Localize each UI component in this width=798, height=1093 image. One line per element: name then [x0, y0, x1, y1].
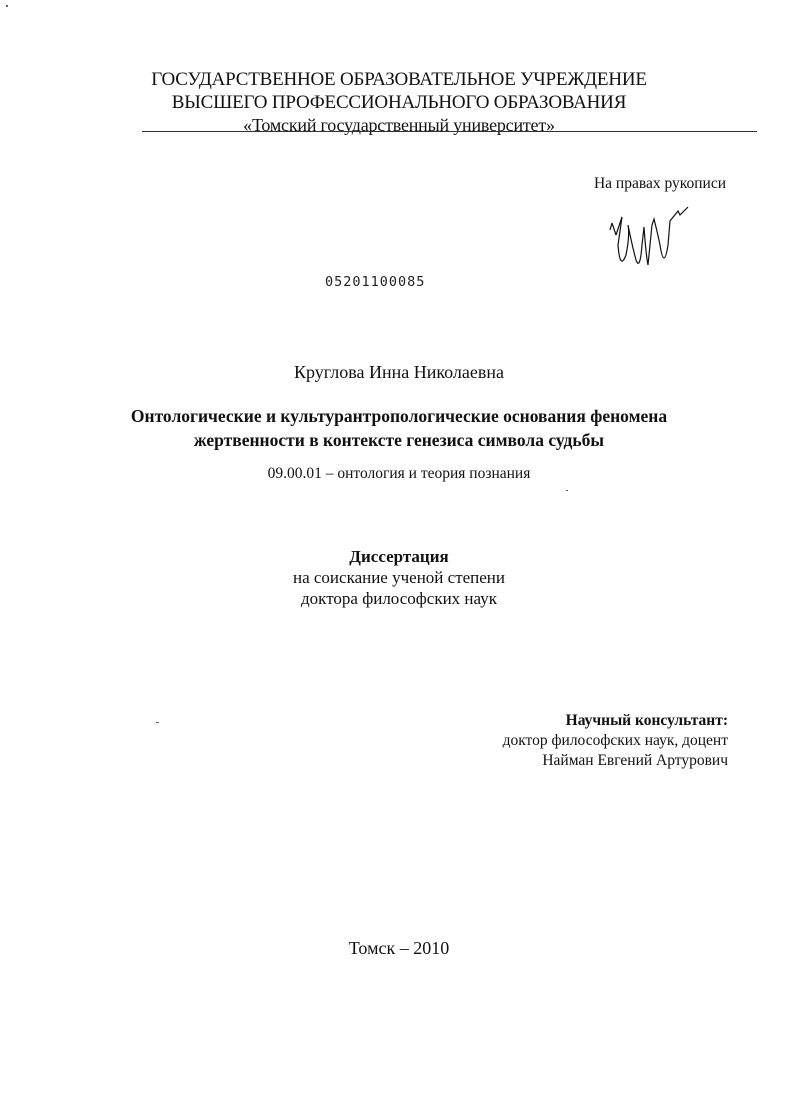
specialty-code: 09.00.01 – онтология и теория познания [267, 465, 531, 482]
consultant-degree: доктор философских наук, доцент [502, 732, 728, 749]
scan-artifact [566, 490, 568, 491]
header-line-2: ВЫСШЕГО ПРОФЕССИОНАЛЬНОГО ОБРАЗОВАНИЯ [171, 92, 627, 113]
consultant-name: Найман Евгений Артурович [542, 752, 728, 769]
institution-header [0, 68, 798, 137]
signature-icon [608, 205, 708, 275]
registration-number: 05201100085 [325, 274, 426, 290]
title-line-1: Онтологические и культурантропологические основания феномена [130, 406, 668, 426]
header-line-1: ГОСУДАРСТВЕННОЕ ОБРАЗОВАТЕЛЬНОЕ УЧРЕЖДЕНИЕ [151, 69, 647, 90]
author-name: Круглова Инна Николаевна [293, 362, 505, 382]
scan-artifact [6, 5, 8, 7]
dissertation-title [0, 404, 798, 452]
dissertation-block [0, 547, 798, 609]
degree-line-1: на соискание ученой степени [292, 568, 506, 587]
title-line-2: жертвенности в контексте генезиса символа судьбы [193, 430, 605, 450]
dissertation-type: Диссертация [349, 547, 449, 566]
degree-line-2: доктора философских наук [301, 589, 497, 608]
consultant-block [503, 711, 728, 771]
manuscript-note: На правах рукописи [593, 175, 726, 192]
header-line-3: «Томский государственный университет» [243, 115, 555, 135]
consultant-label: Научный консультант: [565, 712, 728, 729]
place-year: Томск – 2010 [348, 938, 450, 958]
header-divider [142, 131, 757, 132]
scan-artifact [156, 722, 159, 723]
